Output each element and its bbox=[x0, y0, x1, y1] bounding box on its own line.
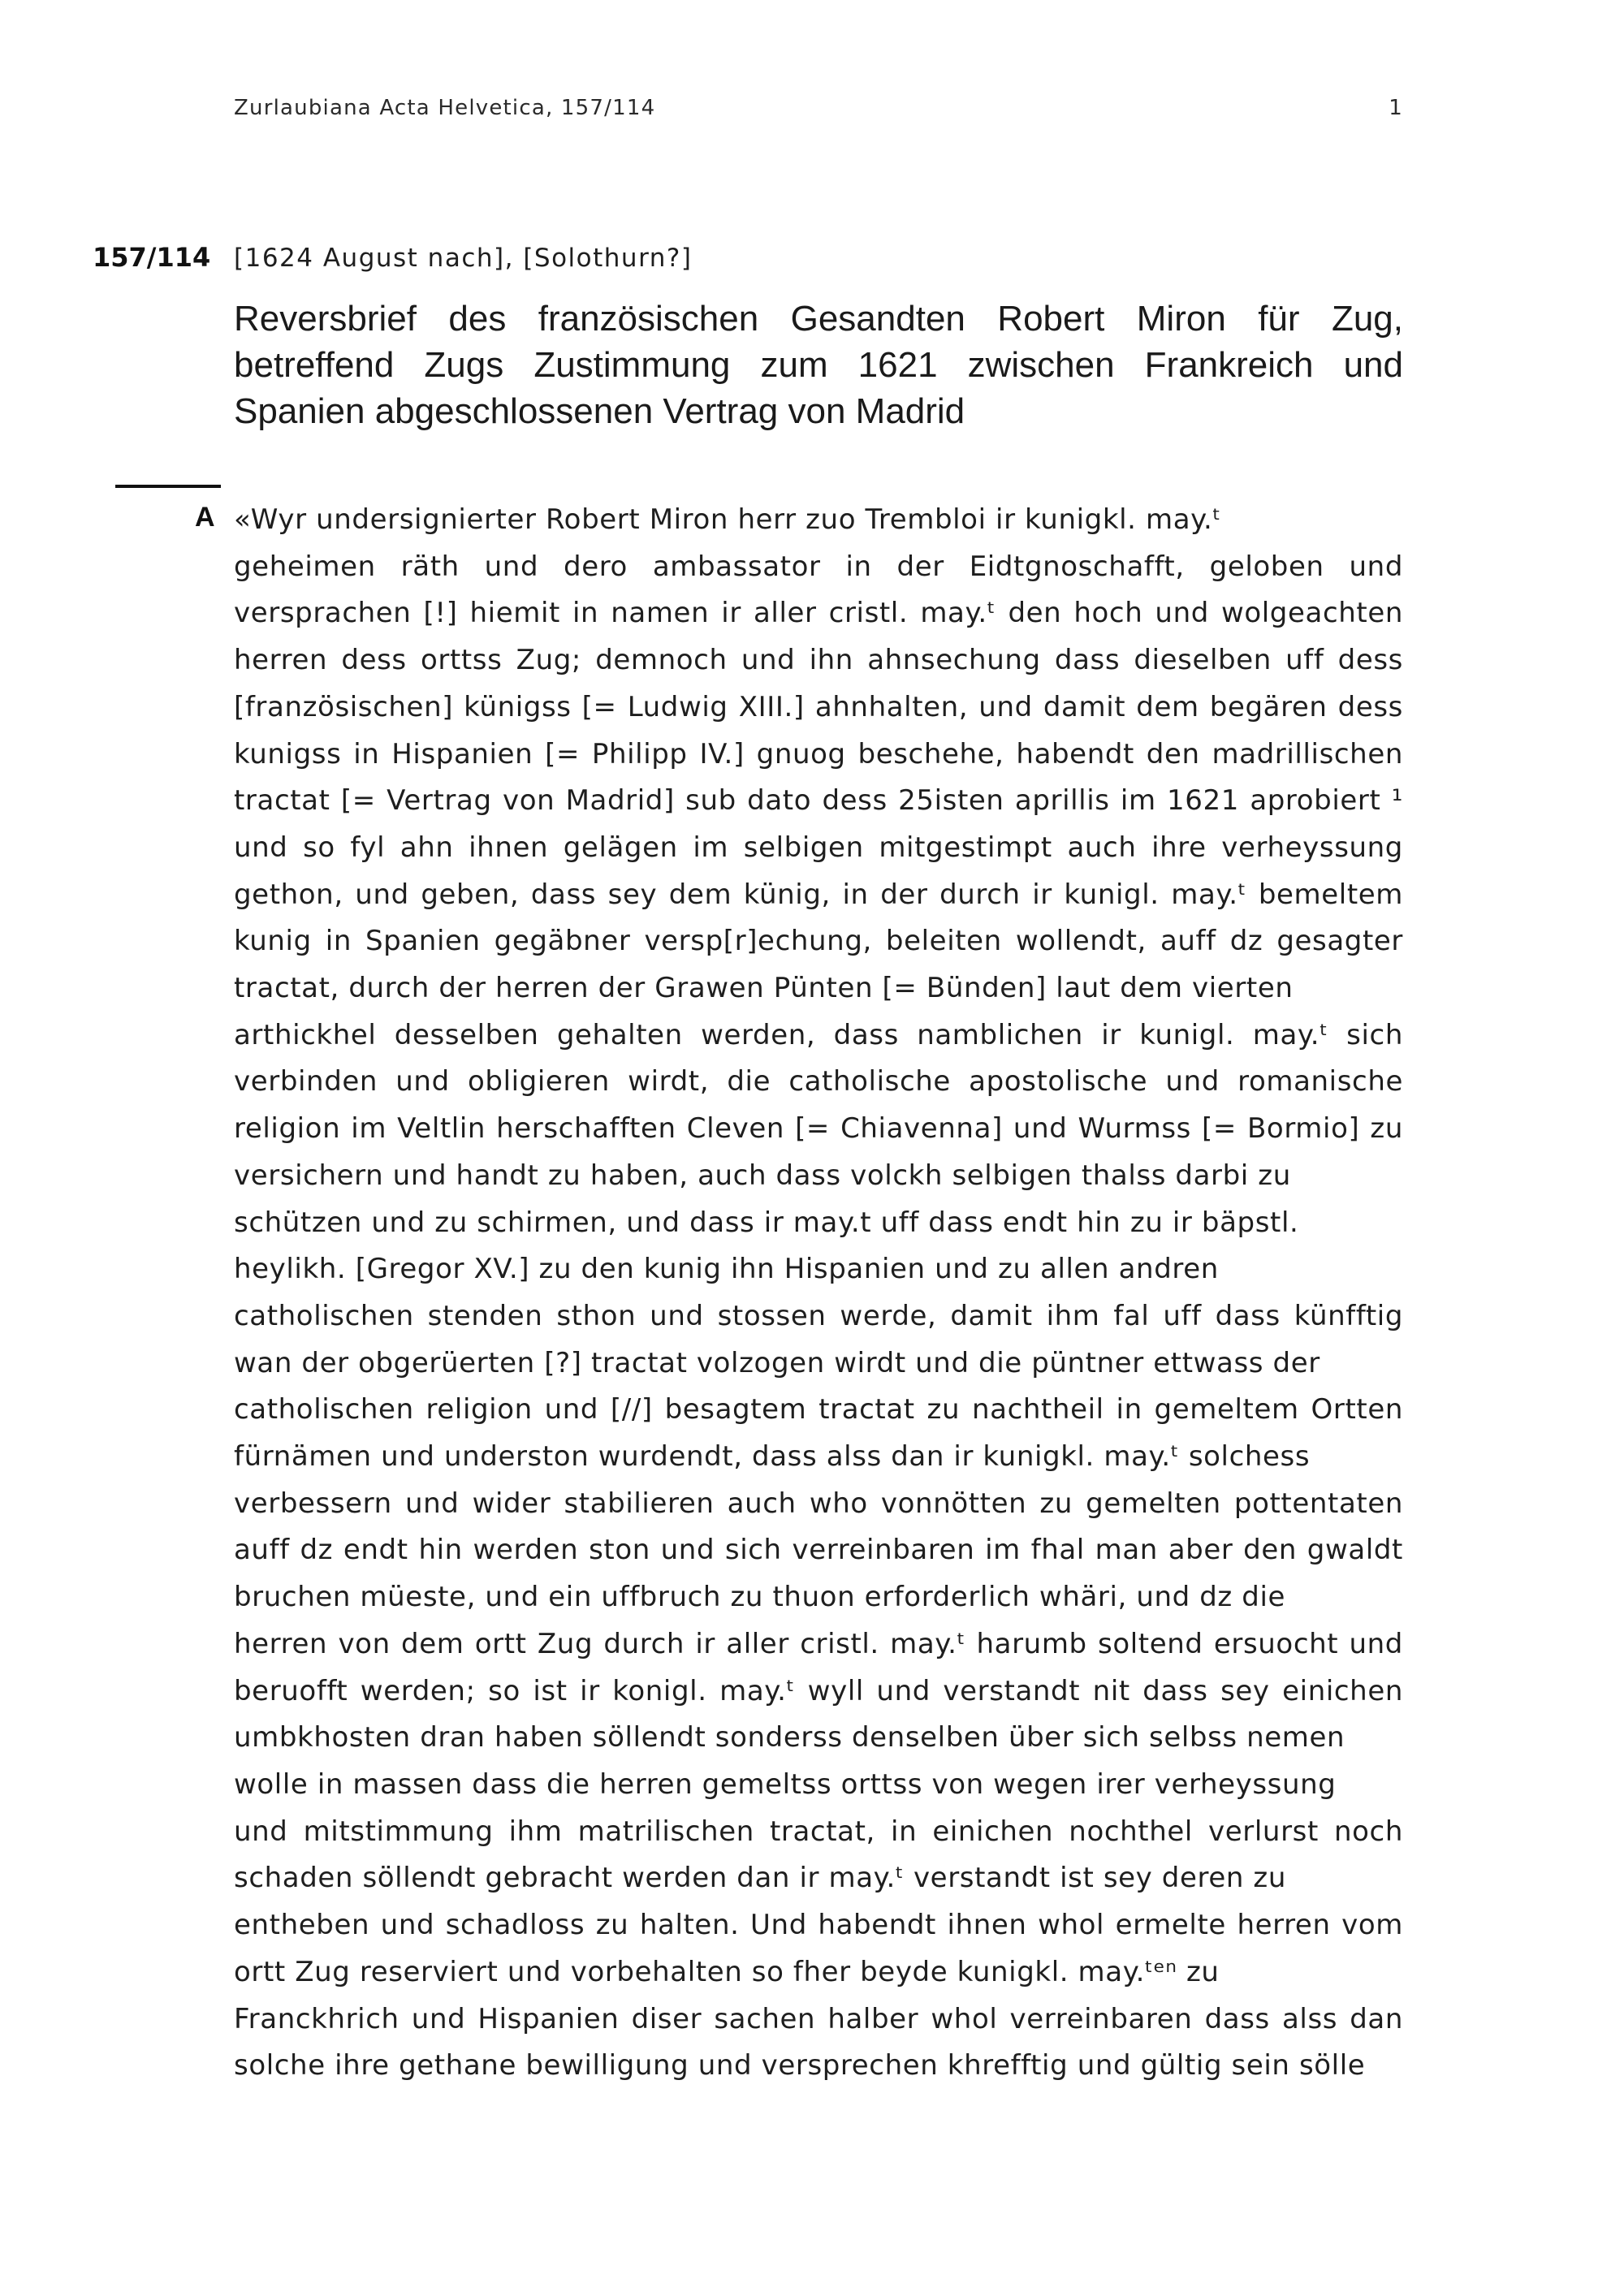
source-divider bbox=[115, 485, 221, 488]
text-line: schaden söllendt gebracht werden dan ir may.ᵗ verstandt ist sey deren zu bbox=[234, 1862, 1286, 1895]
text-line: versprachen [!] hiemit in namen ir aller cristl. may.ᵗ den hoch und wolgeachten bbox=[234, 597, 1403, 630]
text-line: umbkhosten dran haben söllendt sonderss denselben über sich selbss nemen bbox=[234, 1721, 1345, 1754]
text-line: bruchen müeste, und ein uffbruch zu thuon erforderlich whäri, und dz die bbox=[234, 1581, 1286, 1614]
text-line: religion im Veltlin herschafften Cleven [= Chiavenna] und Wurmss [= Bormio] zu bbox=[234, 1112, 1403, 1146]
text-line: tractat, durch der herren der Grawen Pünten [= Bünden] laut dem vierten bbox=[234, 972, 1294, 1005]
running-header bbox=[234, 96, 1403, 128]
text-line: fürnämen und underston wurdendt, dass alss dan ir kunigkl. may.ᵗ solchess bbox=[234, 1440, 1311, 1474]
text-line: heylikh. [Gregor XV.] zu den kunig ihn Hispanien und zu allen andren bbox=[234, 1253, 1219, 1286]
text-line: auff dz endt hin werden ston und sich verreinbaren im fhal man aber den gwaldt bbox=[234, 1534, 1403, 1567]
text-line: kunigss in Hispanien [= Philipp IV.] gnuog beschehe, habendt den madrillischen bbox=[234, 737, 1403, 770]
text-line: Franckhrich und Hispanien diser sachen halber whol verreinbaren dass alss dan bbox=[234, 2002, 1403, 2035]
text-line: beruofft werden; so ist ir konigl. may.ᵗ wyll und verstandt nit dass sey einichen bbox=[234, 1674, 1403, 1707]
document-date-place: [1624 August nach], [Solothurn?] bbox=[234, 244, 693, 273]
text-line: wolle in massen dass die herren gemeltss orttss von wegen irer verheyssung bbox=[234, 1767, 1337, 1801]
text-line: geheimen räth und dero ambassator in der Eidtgnoschafft, geloben und bbox=[234, 550, 1403, 583]
text-line: solche ihre gethane bewilligung und versprechen khrefftig und gültig sein sölle bbox=[234, 2049, 1366, 2082]
text-line: «Wyr undersignierter Robert Miron herr zuo Trembloi ir kunigkl. may.ᵗ bbox=[234, 503, 1222, 536]
document-title bbox=[234, 296, 1403, 434]
text-line: entheben und schadloss zu halten. Und habendt ihnen whol ermelte herren vom bbox=[234, 1909, 1403, 1942]
text-line: kunig in Spanien gegäbner versp[r]echung, beleiten wollendt, auff dz gesagter bbox=[234, 925, 1403, 958]
document-number: 157/114 bbox=[93, 242, 211, 273]
text-line: gethon, und geben, dass sey dem künig, in der durch ir kunigl. may.ᵗ bemeltem bbox=[234, 878, 1403, 911]
title-line: betreffend Zugs Zustimmung zum 1621 zwischen Frankreich und bbox=[234, 345, 1403, 385]
text-line: catholischen religion und [//] besagtem tractat zu nachtheil in gemeltem Ortten bbox=[234, 1393, 1403, 1426]
text-line: ortt Zug reserviert und vorbehalten so fher beyde kunigkl. may.ᵗᵉⁿ zu bbox=[234, 1955, 1220, 1988]
text-line: wan der obgerüerten [?] tractat volzogen wirdt und die püntner ettwass der bbox=[234, 1346, 1320, 1379]
text-line: versichern und handt zu haben, auch dass volckh selbigen thalss darbi zu bbox=[234, 1159, 1291, 1192]
text-line: und mitstimmung ihm matrilischen tractat, in einichen nochthel verlurst noch bbox=[234, 1815, 1403, 1848]
text-line: [französischen] künigss [= Ludwig XIII.] ahnhalten, und damit dem begären dess bbox=[234, 690, 1403, 723]
text-line: verbinden und obligieren wirdt, die catholische apostolische und romanische bbox=[234, 1065, 1403, 1098]
text-line: herren dess orttss Zug; demnoch und ihn ahnsechung dass dieselben uff dess bbox=[234, 644, 1403, 677]
text-line: und so fyl ahn ihnen gelägen im selbigen mitgestimpt auch ihre verheyssung bbox=[234, 831, 1403, 864]
text-line: tractat [= Vertrag von Madrid] sub dato dess 25isten aprillis im 1621 aprobiert ¹ bbox=[234, 784, 1403, 818]
title-line: Reversbrief des französischen Gesandten Robert Miron für Zug, bbox=[234, 299, 1403, 339]
transcription-text bbox=[234, 497, 1403, 2090]
text-line: catholischen stenden sthon und stossen werde, damit ihm fal uff dass künfftig bbox=[234, 1299, 1403, 1332]
text-line: herren von dem ortt Zug durch ir aller cristl. may.ᵗ harumb soltend ersuocht und bbox=[234, 1627, 1403, 1660]
title-line: Spanien abgeschlossenen Vertrag von Madrid bbox=[234, 391, 965, 431]
text-line: schützen und zu schirmen, und dass ir may.t uff dass endt hin zu ir bäpstl. bbox=[234, 1206, 1299, 1239]
text-line: verbessern und wider stabilieren auch who vonnötten zu gemelten pottentaten bbox=[234, 1487, 1403, 1520]
text-line: arthickhel desselben gehalten werden, dass namblichen ir kunigl. may.ᵗ sich bbox=[234, 1018, 1403, 1051]
source-label: A bbox=[195, 502, 215, 533]
page-number: 1 bbox=[1389, 96, 1403, 120]
running-header-title: Zurlaubiana Acta Helvetica, 157/114 bbox=[234, 96, 656, 120]
